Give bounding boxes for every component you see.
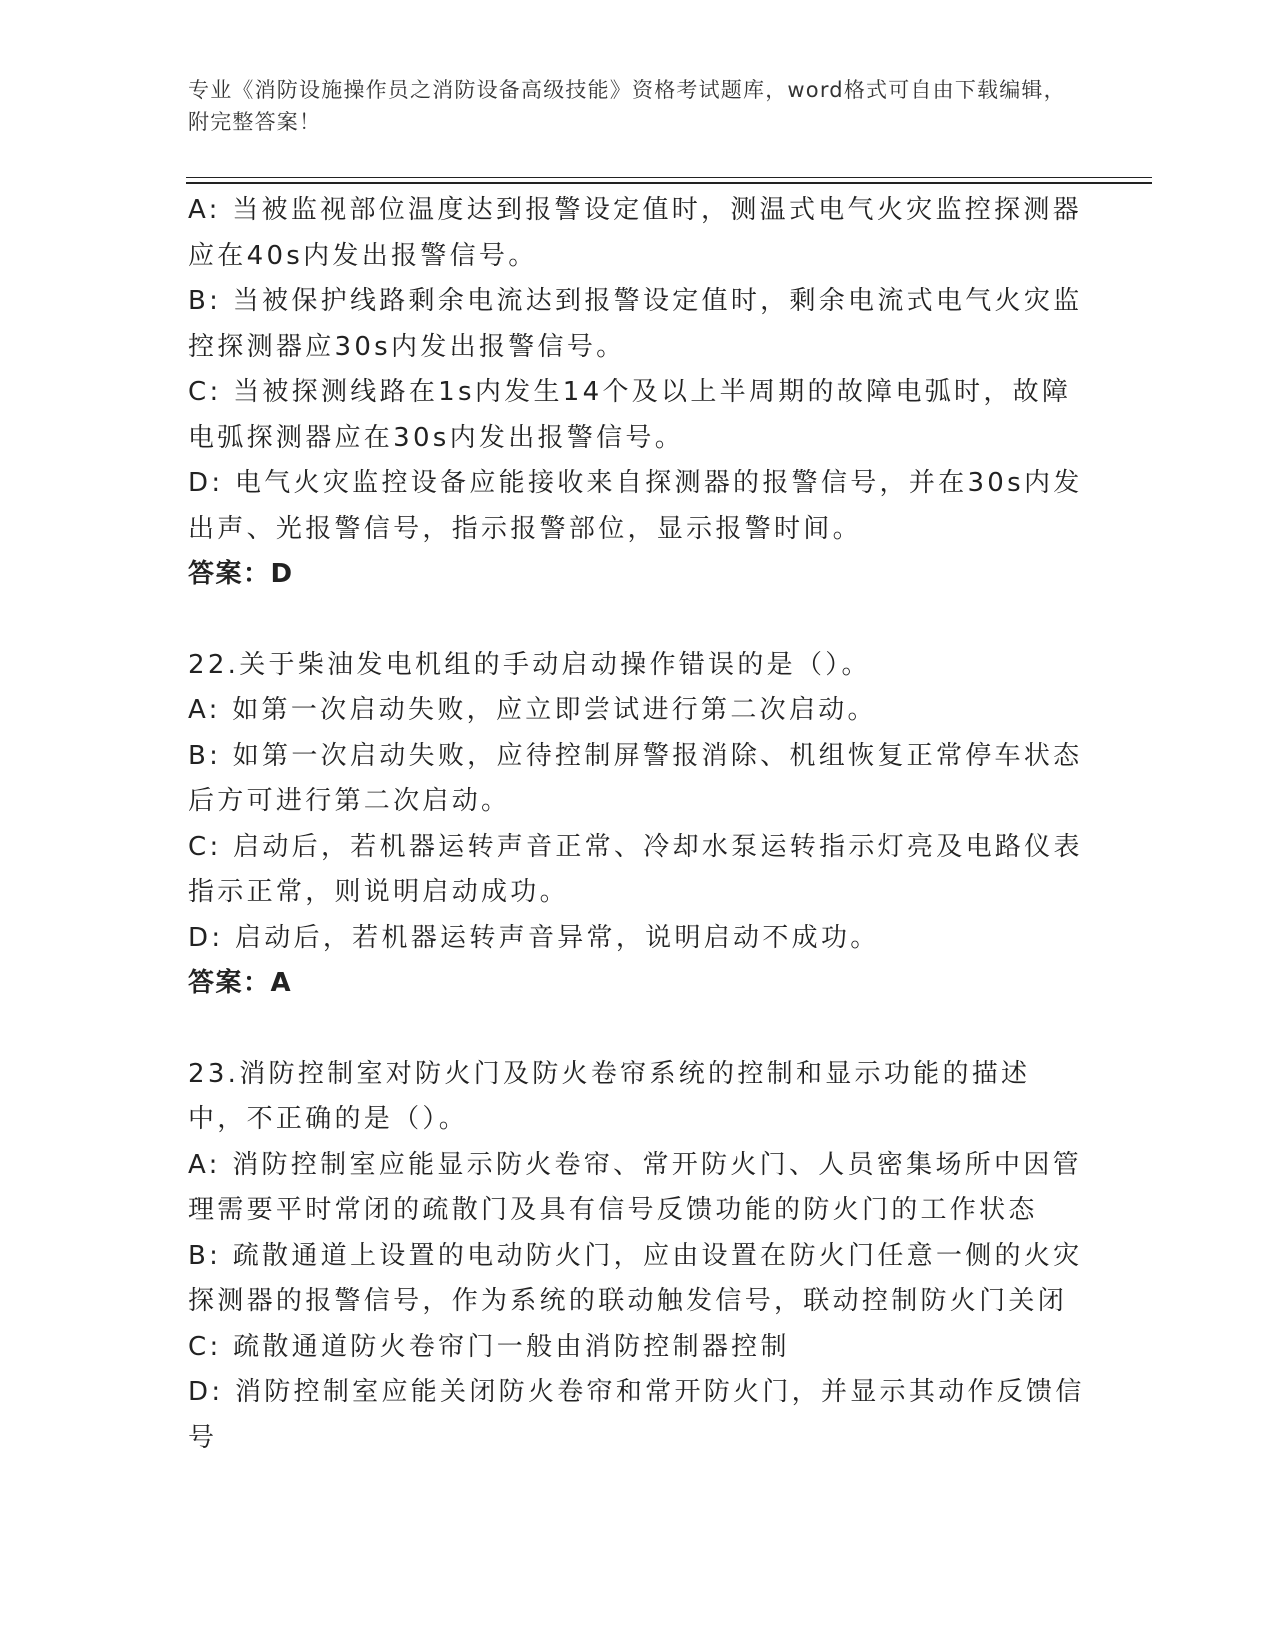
option-d: D: 启动后，若机器运转声音异常，说明启动不成功。 xyxy=(188,922,880,953)
option-c: C: 启动后，若机器运转声音正常、冷却水泵运转指示灯亮及电路仪表指示正常，则说明启动成功。 xyxy=(188,831,1083,907)
option-a: A: 如第一次启动失败，应立即尝试进行第二次启动。 xyxy=(188,695,877,725)
option-b: B: 如第一次启动失败，应待控制屏警报消除、机组恢复正常停车状态后方可进行第二次启动。 xyxy=(188,740,1083,816)
question-block-22 xyxy=(188,643,1088,1007)
header-divider-thin xyxy=(186,177,1152,178)
spacer xyxy=(188,1007,1088,1052)
answer: 答案：A xyxy=(188,968,293,998)
option-b: B: 疏散通道上设置的电动防火门，应由设置在防火门任意一侧的火灾探测器的报警信号，作为系统的联动触发信号，联动控制防火门关闭 xyxy=(188,1240,1083,1316)
option-d: D: 消防控制室应能关闭防火卷帘和常开防火门，并显示其动作反馈信号 xyxy=(188,1377,1085,1453)
answer: 答案：D xyxy=(188,559,294,589)
option-a: A: 当被监视部位温度达到报警设定值时，测温式电气火灾监控探测器应在40s内发出报警信号。 xyxy=(188,195,1082,271)
header-divider-thick xyxy=(186,182,1152,184)
option-b: B: 当被保护线路剩余电流达到报警设定值时，剩余电流式电气火灾监控探测器应30s内发出报警信号。 xyxy=(188,286,1083,362)
option-d: D: 电气火灾监控设备应能接收来自探测器的报警信号，并在30s内发出声、光报警信号，指示报警部位，显示报警时间。 xyxy=(188,468,1083,544)
spacer xyxy=(188,598,1088,643)
question-block-23 xyxy=(188,1052,1088,1462)
question-block-21 xyxy=(188,188,1088,598)
document-header: 专业《消防设施操作员之消防设备高级技能》资格考试题库，word格式可自由下载编辑，附完整答案！ xyxy=(188,78,1066,134)
option-c: C: 当被探测线路在1s内发生14个及以上半周期的故障电弧时，故障电弧探测器应在30s内发出报警信号。 xyxy=(188,377,1072,453)
question-content xyxy=(188,188,1088,1461)
option-a: A: 消防控制室应能显示防火卷帘、常开防火门、人员密集场所中因管理需要平时常闭的疏散门及具有信号反馈功能的防火门的工作状态 xyxy=(188,1149,1082,1225)
question-text: 22.关于柴油发电机组的手动启动操作错误的是（）。 xyxy=(188,649,871,680)
option-c: C: 疏散通道防火卷帘门一般由消防控制器控制 xyxy=(188,1331,790,1362)
question-text: 23.消防控制室对防火门及防火卷帘系统的控制和显示功能的描述中，不正确的是（）。 xyxy=(188,1058,1031,1134)
